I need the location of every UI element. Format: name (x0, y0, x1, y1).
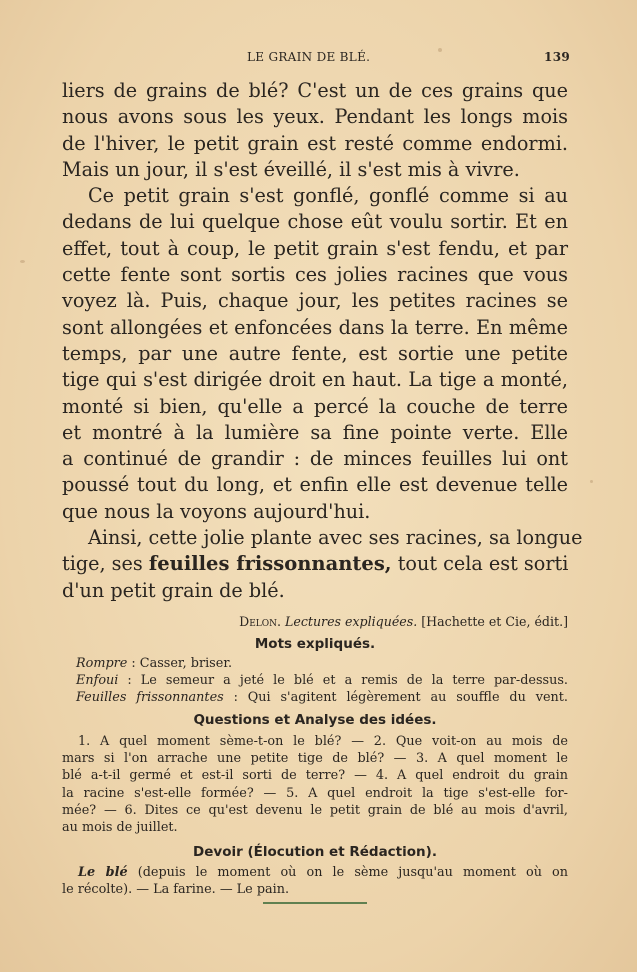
text-line: a continué de grandir : de minces feuilles lui ont (62, 447, 568, 471)
paper-spot (590, 480, 593, 483)
devoir-term: Le blé (78, 865, 128, 880)
devoir-line (62, 864, 568, 881)
definition-term: Enfoui (76, 673, 119, 689)
text-line: tige qui s'est dirigée droit en haut. La tige a monté, (62, 368, 568, 392)
question-line: mée? — 6. Dites ce qu'est devenu le petit grain de blé au mois d'avril, (62, 802, 568, 818)
text-line: Ainsi, cette jolie plante avec ses racines, sa longue (88, 526, 583, 550)
devoir-line: le récolte). — La farine. — Le pain. (62, 882, 290, 898)
text-line: et montré à la lumière sa fine pointe verte. Elle (62, 420, 568, 444)
text-fragment: tige, ses (62, 552, 149, 576)
definition-term: Feuilles frissonnantes (76, 690, 224, 706)
questions-text (62, 733, 568, 836)
text-line: poussé tout du long, et enfin elle est devenue telle (62, 473, 568, 497)
question-line: mars si l'on arrache une petite tige de blé? — 3. A quel moment le (62, 751, 568, 767)
devoir-heading: Devoir (Élocution et Rédaction). (193, 844, 437, 860)
main-text (62, 78, 583, 604)
text-line: d'un petit grain de blé. (62, 578, 285, 602)
definition-text: : Qui s'agitent légèrement au souffle du vent. (223, 690, 568, 706)
credit-publisher: [Hachette et Cie, édit.] (421, 614, 568, 629)
question-line: la racine s'est-elle formée? — 5. A quel endroit la tige s'est-elle for- (62, 785, 568, 801)
definition-term: Rompre (76, 656, 128, 671)
devoir-text-rest: (depuis le moment où on le sème jusqu'au moment où on (127, 865, 569, 880)
question-line: 1. A quel moment sème-t-on le blé? — 2. Que voit-on au mois de (78, 734, 568, 749)
text-line: Ce petit grain s'est gonflé, gonflé comme si au (88, 184, 568, 208)
text-line: effet, tout à coup, le petit grain s'est fendu, et par (62, 236, 568, 260)
definition-text: : Casser, briser. (127, 656, 233, 671)
text-line: Mais un jour, il s'est éveillé, il s'est mis à vivre. (62, 157, 520, 181)
questions-heading: Questions et Analyse des idées. (193, 712, 437, 728)
paper-spot (20, 260, 25, 263)
text-line: cette fente sont sortis ces jolies racines que vous (62, 263, 568, 287)
text-line: de l'hiver, le petit grain est resté comme endormi. (62, 131, 568, 155)
question-line: blé a-t-il germé et est-il sorti de terre? — 4. A quel endroit du grain (62, 768, 568, 784)
text-fragment: tout cela est sorti (391, 552, 569, 576)
text-line: voyez là. Puis, chaque jour, les petites racines se (62, 289, 568, 313)
text-line: sont allongées et enfoncées dans la terre. En même (62, 315, 568, 339)
text-line: monté si bien, qu'elle a percé la couche de terre (62, 394, 568, 418)
question-line: au mois de juillet. (62, 819, 178, 835)
text-line: dedans de lui quelque chose eût voulu sortir. Et en (62, 210, 568, 234)
emphasized-phrase: feuilles frissonnantes, (148, 552, 392, 576)
devoir-text (62, 864, 568, 898)
paper-spot (438, 48, 442, 52)
running-header (62, 50, 570, 68)
credit-author: Delon. (239, 614, 281, 629)
definition-line (62, 672, 568, 689)
text-line: liers de grains de blé? C'est un de ces grains que (62, 79, 568, 102)
running-title: LE GRAIN DE BLÉ. (247, 50, 371, 64)
text-line: nous avons sous les yeux. Pendant les longs mois (62, 105, 568, 129)
text-line: que nous la voyons aujourd'hui. (62, 499, 371, 523)
definition-line (62, 689, 568, 706)
definition-text: : Le semeur a jeté le blé et a remis de la terre par-dessus. (118, 673, 568, 689)
text-line: temps, par une autre fente, est sortie une petite (62, 341, 568, 365)
source-credit (62, 614, 568, 629)
decorative-underline (263, 902, 367, 904)
page-number: 139 (544, 50, 570, 64)
mots-list (62, 655, 568, 707)
text-line (62, 551, 568, 577)
credit-work: Lectures expliquées. (285, 614, 418, 629)
mots-heading: Mots expliqués. (254, 636, 376, 652)
definition-line (62, 655, 568, 672)
